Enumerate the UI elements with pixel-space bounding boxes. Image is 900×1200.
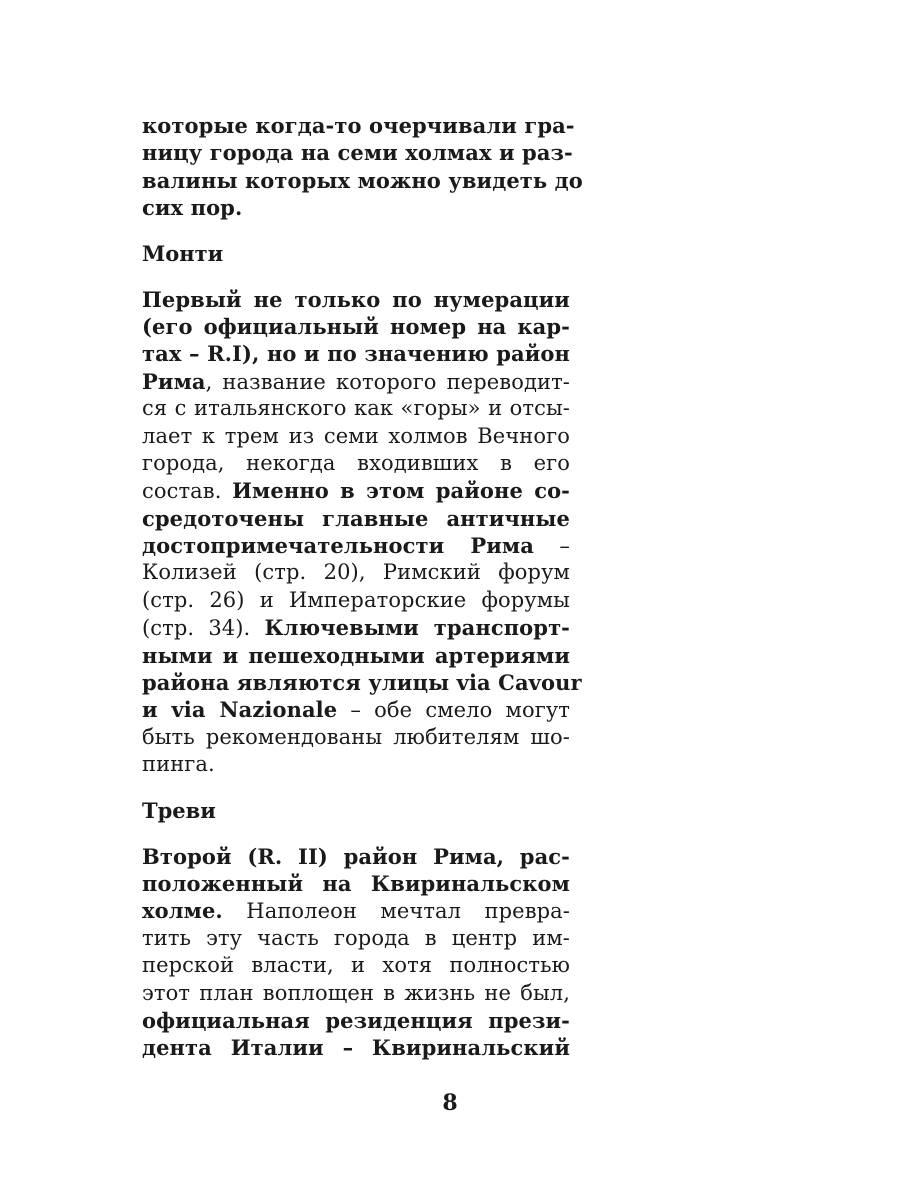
text-line bbox=[142, 423, 570, 450]
text-line bbox=[142, 532, 570, 559]
text-line bbox=[142, 925, 570, 952]
page-number: 8 bbox=[442, 1090, 458, 1116]
text-line bbox=[142, 897, 570, 924]
text-line bbox=[142, 952, 570, 979]
text-line bbox=[142, 368, 570, 395]
section-heading-trevi: Треви bbox=[142, 797, 216, 823]
regular-text: лает к трем из семи холмов Вечного bbox=[142, 423, 570, 448]
text-line: сих пор. bbox=[142, 195, 243, 221]
text-line bbox=[142, 1034, 570, 1061]
text-line bbox=[142, 724, 570, 751]
text-line bbox=[142, 286, 570, 313]
bold-text: Ключевыми транспорт- bbox=[264, 615, 571, 641]
text-line bbox=[142, 587, 570, 614]
intro-paragraph bbox=[142, 112, 583, 222]
bold-text: достопримечательности Рима bbox=[142, 533, 534, 559]
regular-text: Колизей (стр. 20), Римский форум bbox=[142, 560, 570, 585]
text-line bbox=[142, 559, 570, 586]
bold-text: Рима bbox=[142, 368, 206, 394]
regular-text: – обе смело могут bbox=[337, 698, 570, 723]
regular-text: этот план воплощен в жизнь не был, bbox=[142, 980, 570, 1005]
regular-text: тить эту часть города в центр им- bbox=[142, 925, 570, 950]
text-line bbox=[142, 477, 570, 504]
text-line bbox=[142, 843, 570, 870]
bold-text: района являются улицы via Cavour bbox=[142, 670, 582, 696]
text-line: валины которых можно увидеть до bbox=[142, 167, 583, 193]
regular-text: Наполеон мечтал превра- bbox=[222, 899, 570, 924]
regular-text: быть рекомендованы любителям шо- bbox=[142, 724, 570, 749]
text-line bbox=[142, 980, 570, 1007]
regular-text: ся с итальянского как «горы» и отсы- bbox=[142, 396, 570, 421]
bold-text: (его официальный номер на кар- bbox=[142, 313, 570, 339]
bold-text: положенный на Квиринальском bbox=[142, 870, 570, 896]
text-line bbox=[142, 313, 570, 340]
text-line bbox=[142, 450, 570, 477]
text-line: которые когда-то очерчивали гра- bbox=[142, 113, 575, 138]
regular-text: , название которого переводит- bbox=[205, 369, 570, 394]
text-line bbox=[142, 614, 570, 641]
bold-text: Второй (R. II) район Рима, рас- bbox=[142, 843, 570, 869]
bold-text: дента Италии – Квиринальский bbox=[142, 1035, 570, 1061]
monti-paragraph bbox=[142, 286, 582, 779]
bold-text: тах – R.I), но и по значению район bbox=[142, 341, 570, 367]
bold-text: ными и пешеходными артериями bbox=[142, 642, 570, 668]
text-line bbox=[142, 505, 570, 532]
text-line bbox=[142, 669, 582, 696]
regular-text: – bbox=[533, 534, 570, 559]
text-line bbox=[142, 340, 570, 367]
bold-text: и via Nazionale bbox=[142, 697, 338, 723]
text-line bbox=[142, 395, 570, 422]
text-line bbox=[142, 870, 570, 897]
bold-text: Именно в этом районе со- bbox=[232, 478, 570, 504]
trevi-paragraph bbox=[142, 843, 570, 1062]
regular-text: состав. bbox=[142, 479, 233, 504]
page-body bbox=[142, 112, 583, 1062]
text-line: ницу города на семи холмах и раз- bbox=[142, 140, 573, 166]
bold-text: официальная резиденция прези- bbox=[142, 1007, 570, 1033]
text-line bbox=[142, 751, 570, 778]
text-line bbox=[142, 642, 570, 669]
text-line bbox=[142, 696, 570, 723]
regular-text: пинга. bbox=[142, 752, 215, 777]
regular-text: (стр. 34). bbox=[142, 616, 265, 641]
section-heading-monti: Монти bbox=[142, 240, 224, 266]
regular-text: перской власти, и хотя полностью bbox=[142, 953, 570, 978]
regular-text: города, некогда входивших в его bbox=[142, 450, 570, 475]
bold-text: Первый не только по нумерации bbox=[142, 286, 570, 312]
bold-text: холме. bbox=[142, 898, 223, 924]
regular-text: (стр. 26) и Императорские форумы bbox=[142, 587, 570, 612]
bold-text: средоточены главные античные bbox=[142, 505, 570, 531]
text-line bbox=[142, 1007, 570, 1034]
